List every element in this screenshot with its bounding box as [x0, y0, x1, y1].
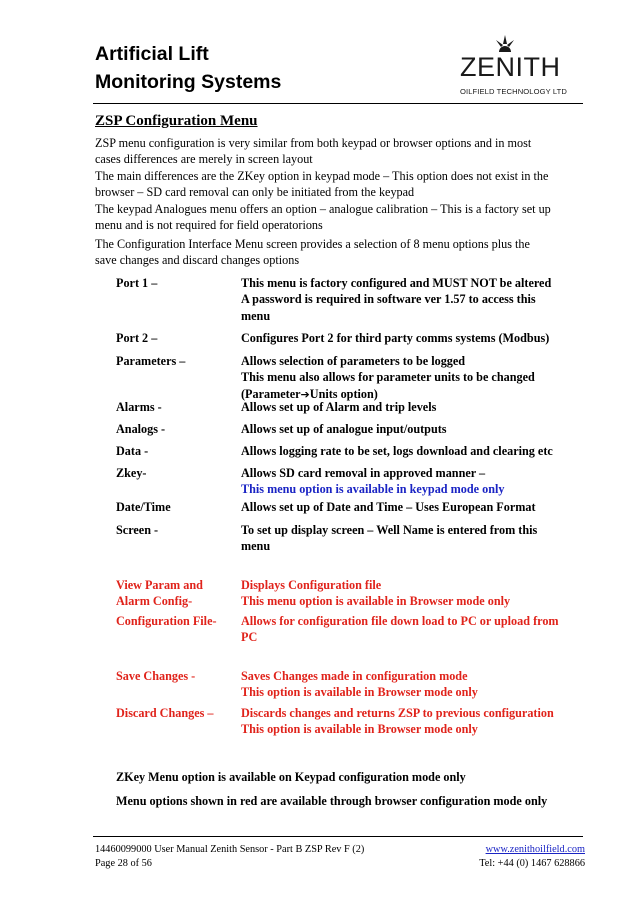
menu-desc: [241, 275, 586, 324]
menu-desc-line: A password is required in software ver 1.57 to access this: [241, 292, 536, 307]
config-line: The Configuration Interface Menu screen provides a selection of 8 menu options plus the: [95, 237, 530, 251]
menu-desc-line: Allows set up of analogue input/outputs: [241, 422, 447, 436]
menu-desc-line: menu: [241, 539, 271, 554]
logo-wordmark: ZENITH: [460, 52, 561, 82]
footer-right: [479, 843, 585, 871]
menu-desc: [241, 668, 586, 701]
menu-key: Save Changes -: [116, 669, 196, 683]
intro-line: The keypad Analogues menu offers an option – analogue calibration – This is a factory set up: [95, 201, 551, 216]
menu-key-line: Alarm Config-: [116, 594, 193, 609]
intro-line: ZSP menu configuration is very similar from both keypad or browser options and in most: [95, 136, 532, 150]
menu-desc-line: PC: [241, 630, 258, 645]
menu-desc-line: Allows logging rate to be set, logs download and clearing etc: [241, 444, 553, 458]
document-header-title: [95, 40, 281, 96]
menu-key: Zkey-: [116, 466, 147, 480]
intro-line: browser – SD card removal can only be initiated from the keypad: [95, 185, 415, 200]
menu-desc: [241, 330, 586, 346]
menu-key: Data -: [116, 444, 149, 458]
menu-key: Discard Changes –: [116, 706, 214, 720]
menu-desc-line: Allows set up of Date and Time – Uses European Format: [241, 500, 536, 514]
menu-desc-line: Saves Changes made in configuration mode: [241, 669, 468, 683]
menu-key: Port 2 –: [116, 331, 158, 345]
menu-key: Alarms -: [116, 400, 162, 414]
header-divider: [93, 103, 583, 104]
footer-page-number: Page 28 of 56: [95, 858, 152, 869]
menu-desc: [241, 499, 586, 515]
menu-key: Screen -: [116, 523, 159, 537]
menu-desc: [241, 443, 586, 459]
note-line: Menu options shown in red are available through browser configuration mode only: [116, 794, 548, 808]
menu-desc-line: This menu is factory configured and MUST NOT be altered: [241, 276, 552, 290]
intro-line: menu and is not required for field operatorions: [95, 218, 323, 233]
footer-telephone: Tel: +44 (0) 1467 628866: [479, 858, 585, 869]
menu-key: Date/Time: [116, 500, 171, 514]
menu-desc: [241, 577, 586, 610]
menu-desc-line: Allows for configuration file down load to PC or upload from: [241, 614, 559, 628]
menu-desc-line: Displays Configuration file: [241, 578, 382, 592]
menu-desc-line: menu: [241, 308, 271, 323]
menu-desc-line: Allows selection of parameters to be logged: [241, 354, 466, 368]
footer-doc-ref: 14460099000 User Manual Zenith Sensor - Part B ZSP Rev F (2): [95, 844, 365, 855]
menu-desc-line: This menu option is available in Browser mode only: [241, 594, 511, 609]
header-title-line1: Artificial Lift: [95, 43, 209, 65]
menu-key: Analogs -: [116, 422, 166, 436]
footer-website-link[interactable]: www.zenithoilfield.com: [485, 844, 585, 855]
menu-desc-line: Allows set up of Alarm and trip levels: [241, 400, 437, 414]
menu-desc-line-keypad-only: This menu option is available in keypad mode only: [241, 482, 505, 497]
header-title-line2: Monitoring Systems: [95, 71, 282, 93]
section-heading: ZSP Configuration Menu: [95, 113, 258, 129]
intro-paragraph: [95, 135, 585, 233]
menu-desc: [241, 421, 586, 437]
menu-desc-line: Allows SD card removal in approved manner –: [241, 466, 486, 480]
config-paragraph: [95, 236, 585, 269]
footer-left: [95, 843, 364, 871]
menu-desc-line: Discards changes and returns ZSP to previous configuration: [241, 706, 554, 720]
menu-desc-line: Configures Port 2 for third party comms systems (Modbus): [241, 331, 550, 345]
menu-key: Parameters –: [116, 354, 186, 368]
menu-key: [116, 577, 203, 610]
right-arrow-icon: ➔: [300, 387, 310, 401]
menu-key-line: View Param and: [116, 578, 203, 592]
menu-desc-line: This option is available in Browser mode only: [241, 685, 478, 700]
menu-desc: [241, 522, 586, 555]
zenith-logo: [452, 32, 582, 102]
menu-desc: [241, 705, 586, 738]
logo-tagline: OILFIELD TECHNOLOGY LTD: [460, 87, 567, 96]
config-line: save changes and discard changes options: [95, 253, 300, 268]
menu-key: Configuration File-: [116, 614, 217, 628]
notes: [116, 765, 547, 813]
menu-desc-line: This option is available in Browser mode only: [241, 722, 478, 737]
menu-desc: [241, 465, 586, 498]
intro-line: The main differences are the ZKey option in keypad mode – This option does not exist in the: [95, 168, 549, 183]
menu-key: Port 1 –: [116, 276, 158, 290]
menu-desc: [241, 399, 586, 415]
intro-line: cases differences are merely in screen layout: [95, 152, 313, 167]
menu-desc: [241, 613, 586, 646]
menu-desc: [241, 353, 586, 403]
footer-divider: [93, 836, 583, 837]
menu-desc-text: (Parameter: [241, 386, 301, 401]
note-line: ZKey Menu option is available on Keypad configuration mode only: [116, 770, 466, 784]
menu-desc-line: To set up display screen – Well Name is entered from this: [241, 523, 538, 537]
menu-desc-line: This menu also allows for parameter units to be changed: [241, 370, 535, 385]
menu-desc-text: Units option): [309, 386, 378, 401]
